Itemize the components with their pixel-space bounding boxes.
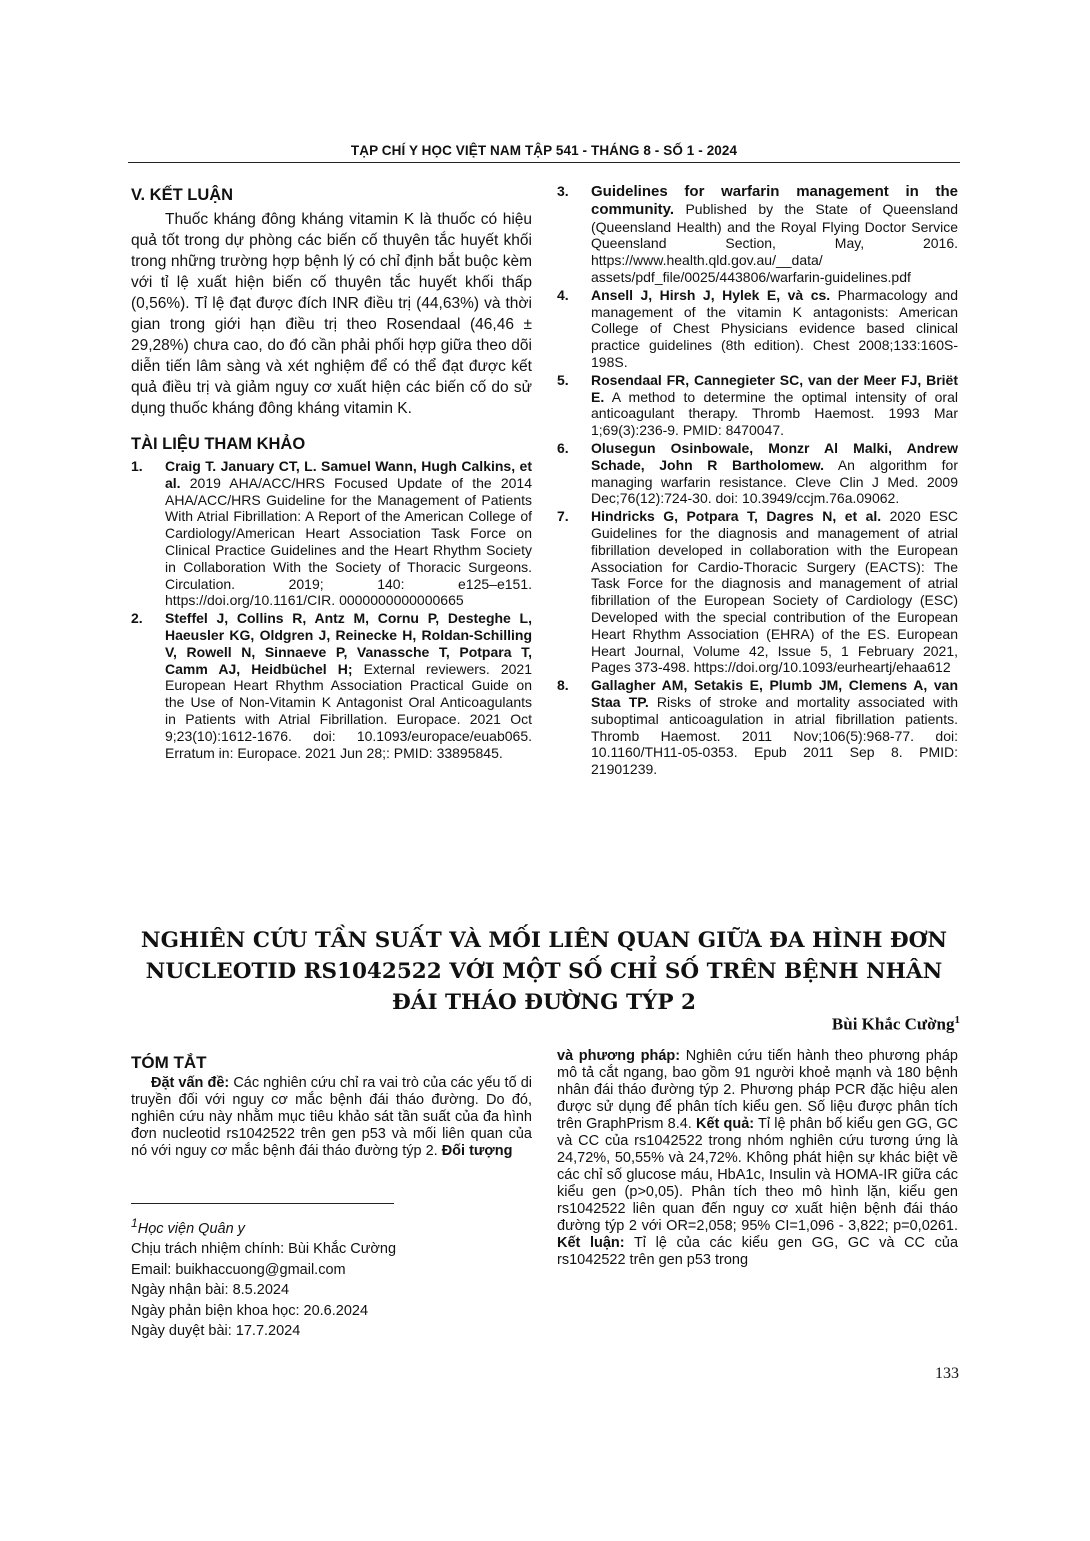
- page-number: 133: [935, 1365, 959, 1382]
- abstract-text-left: [131, 1075, 532, 1160]
- abstract-label: Kết luận:: [557, 1235, 625, 1251]
- reference-text: 2020 ESC Guidelines for the diagnosis and management of atrial fibrillation developed in collaboration with the European Association for Cardio-Thoracic Surgery (EACTS): The Task Force for the diagnosis and management of atrial fibrillation of the European Society of Cardiology (ESC) Developed with the special contribution of the European Heart Rhythm Association (EHRA) of the ES. European Heart Journal, Volume 42, Issue 5, 1 February 2021, Pages 373-498. https://doi.org/10.1093/eurheartj/ehaa612: [591, 508, 958, 676]
- reference-authors: Rosendaal FR, Cannegieter SC, van der Meer FJ, Briët E.: [591, 371, 958, 405]
- article-title: [128, 925, 960, 1018]
- reference-item: [557, 372, 958, 439]
- reference-item: [557, 440, 958, 507]
- title-line: NUCLEOTID RS1042522 VỚI MỘT SỐ CHỈ SỐ TRÊN BỆNH NHÂN: [145, 959, 943, 984]
- reference-authors: Olusegun Osinbowale, Monzr Al Malki, Andrew Schade, John R Bartholomew.: [591, 439, 958, 473]
- reference-number: 4.: [557, 286, 569, 303]
- abstract-body: Tỉ lệ của các kiểu gen GG, GC và CC của rs1042522 trên gen p53 trong: [557, 1235, 959, 1268]
- reference-number: 5.: [557, 371, 569, 388]
- reference-authors: Gallagher AM, Setakis E, Plumb JM, Clemens A, van Staa TP.: [591, 677, 958, 710]
- footnotes: [131, 1213, 531, 1342]
- reference-item: [131, 610, 532, 761]
- received-date: Ngày nhận bài: 8.5.2024: [131, 1282, 290, 1299]
- abstract-text-right: [557, 1048, 958, 1269]
- abstract-body: Các nghiên cứu chỉ ra vai trò của các yếu tố di truyền đối với nguy cơ mắc bệnh đái tháo đường. Do đó, nghiên cứu này nhằm mục tiêu khảo sát tần suất của đa hình đơn nucleotid rs1042522 trên gen p53 và mối liên quan của nó với nguy cơ mắc bệnh đái tháo đường týp 2.: [131, 1075, 532, 1159]
- abstract-label: Đối tượng: [441, 1143, 513, 1159]
- reference-text: Risks of stroke and mortality associated with suboptimal anticoagulation in atrial fibrillation patients. Thromb Haemost. 2011 Nov;106(5):968-77. doi: 10.1160/TH11-05-0353. Epub 2011 Sep 8. PMID: 21901239.: [591, 693, 958, 778]
- abstract-body: Nghiên cứu tiến hành theo phương pháp mô tả cắt ngang, bao gồm 91 người khoẻ mạnh và 180 bệnh nhân đái tháo đường týp 2. Phương pháp PCR đặc hiệu alen được sử dụng để phân tích kiểu gen. Số liệu được phân tích trên GraphPrism 8.4.: [557, 1048, 958, 1132]
- reference-item: [131, 458, 532, 609]
- affiliation-mark: 1: [131, 1216, 138, 1230]
- reference-text: A method to determine the optimal intensity of oral anticoagulant therapy. Thromb Haemost. 1993 Mar 1;69(3):236-9. PMID: 8470047.: [591, 388, 958, 439]
- reference-item: [557, 677, 958, 778]
- footnote-divider: [131, 1203, 394, 1204]
- reference-authors: Guidelines for warfarin management in the community.: [591, 183, 958, 218]
- abstract-right: [557, 1048, 958, 1269]
- affiliation: [131, 1213, 531, 1239]
- abstract-label: Đặt vấn đề:: [151, 1075, 230, 1091]
- reference-text: Published by the State of Queensland (Queensland Health) and the Royal Flying Doctor Service Queensland Section, May, 2016. https://www.health.qld.gov.au/__data/ assets/pdf_file/0025/443806/warfarin-guidelines.pdf: [591, 200, 958, 285]
- abstract-label: và phương pháp:: [557, 1048, 681, 1064]
- approval-date: Ngày duyệt bài: 17.7.2024: [131, 1323, 301, 1340]
- conclusion-heading: V. KẾT LUẬN: [131, 186, 234, 204]
- abstract-body: Tỉ lệ phân bố kiểu gen GG, GC và CC của rs1042522 trong nhóm nghiên cứu tương ứng là 24,72%, 50,55% và 24,72%. Không phát hiện sự khác biệt về các chỉ số glucose máu, HbA1c, Insulin và HOMA-IR giữa các kiểu gen (p>0,05). Phân tích theo mô hình lặn, kiểu gen rs1042522 liên quan đến nguy cơ xuất hiện bệnh đái tháo đường týp 2 với OR=2,058; 95% CI=1,096 - 3,822; p=0,0261.: [557, 1116, 959, 1234]
- reference-number: 7.: [557, 508, 569, 525]
- reference-authors: Craig T. January CT, L. Samuel Wann, Hugh Calkins, et al.: [165, 458, 532, 491]
- corresponding-author: Chịu trách nhiệm chính: Bùi Khắc Cường: [131, 1241, 397, 1258]
- journal-header: TẠP CHÍ Y HỌC VIỆT NAM TẬP 541 - THÁNG 8 - SỐ 1 - 2024: [128, 143, 960, 163]
- reference-item: [557, 287, 958, 371]
- title-line: ĐÁI THÁO ĐƯỜNG TÝP 2: [392, 990, 696, 1015]
- article-author: [832, 1014, 960, 1035]
- reference-item: [557, 183, 958, 286]
- reference-list-left: [131, 458, 532, 761]
- affiliation-text: Học viện Quân y: [137, 1220, 245, 1237]
- reference-authors: Steffel J, Collins R, Antz M, Cornu P, Desteghe L, Haeusler KG, Oldgren J, Reinecke H, Roldan-Schilling V, Rowell N, Sinnaeve P, Vanassche T, Potpara T, Camm AJ, Heidbüchel H;: [165, 610, 532, 677]
- reference-text: External reviewers. 2021 European Heart Rhythm Association Practical Guide on the Use of Non-Vitamin K Antagonist Oral Anticoagulants in Patients with Atrial Fibrillation. Europace. 2021 Oct 9;23(10):1612-1676. doi: 10.1093/europace/euab065. Erratum in: Europace. 2021 Jun 28;: PMID: 33895845.: [165, 660, 532, 761]
- title-line: NGHIÊN CỨU TẦN SUẤT VÀ MỐI LIÊN QUAN GIỮA ĐA HÌNH ĐƠN: [140, 928, 948, 953]
- author-name: Bùi Khắc Cường: [831, 1014, 955, 1034]
- reference-text: Pharmacology and management of the vitamin K antagonists: American College of Chest Physicians evidence based clinical practice guidelines (8th edition). Chest 2008;133:160S-198S.: [591, 286, 958, 370]
- reference-item: [557, 508, 958, 676]
- references-heading: TÀI LIỆU THAM KHẢO: [131, 435, 306, 453]
- conclusion-text: Thuốc kháng đông kháng vitamin K là thuốc có hiệu quả tốt trong dự phòng các biến cố thuyên tắc huyết khối trong những trường hợp bệnh lý có chỉ định bắt buộc kèm với tỉ lệ xuất hiện biến cố thuyên tắc huyết khối thấp (0,56%). Tỉ lệ đạt được đích INR điều trị (44,63%) và thời gian trong giới hạn điều trị theo Rosendaal (46,46 ± 29,28%) chưa cao, do đó cần phải phối hợp giữa theo dõi diễn tiến lâm sàng và xét nghiệm để có thể đạt được kết quả điều trị và giảm nguy cơ xuất hiện các biến cố do sử dụng thuốc kháng đông kháng vitamin K.: [131, 211, 532, 417]
- reference-text: 2019 AHA/ACC/HRS Focused Update of the 2014 AHA/ACC/HRS Guideline for the Management of Patients With Atrial Fibrillation: A Report of the American College of Cardiology/American Heart Association Task Force on Clinical Practice Guidelines and the Heart Rhythm Society in Collaboration With the Society of Thoracic Surgeons. Circulation. 2019; 140: e125–e151. https://doi.org/10.1161/CIR. 0000000000000665: [165, 474, 532, 609]
- abstract-label: Kết quả:: [696, 1116, 755, 1132]
- reference-list-right: [557, 183, 958, 778]
- left-column: [131, 185, 532, 762]
- abstract-heading: TÓM TẮT: [131, 1053, 207, 1072]
- reference-number: 6.: [557, 439, 569, 456]
- reference-text: An algorithm for managing warfarin resistance. Cleve Clin J Med. 2009 Dec;76(12):724-30. doi: 10.3949/ccjm.76a.09062.: [591, 456, 959, 507]
- reference-number: 2.: [131, 610, 143, 627]
- reference-authors: Ansell J, Hirsh J, Hylek E, và cs.: [591, 286, 831, 303]
- right-column: [557, 183, 958, 779]
- reference-number: 8.: [557, 677, 569, 694]
- reference-authors: Hindricks G, Potpara T, Dagres N, et al.: [591, 508, 882, 525]
- author-affiliation-mark: 1: [954, 1014, 960, 1026]
- abstract-left: [131, 1053, 532, 1160]
- reference-number: 3.: [557, 183, 569, 199]
- reference-number: 1.: [131, 458, 143, 474]
- review-date: Ngày phản biện khoa học: 20.6.2024: [131, 1302, 369, 1319]
- email: Email: buikhaccuong@gmail.com: [131, 1261, 346, 1278]
